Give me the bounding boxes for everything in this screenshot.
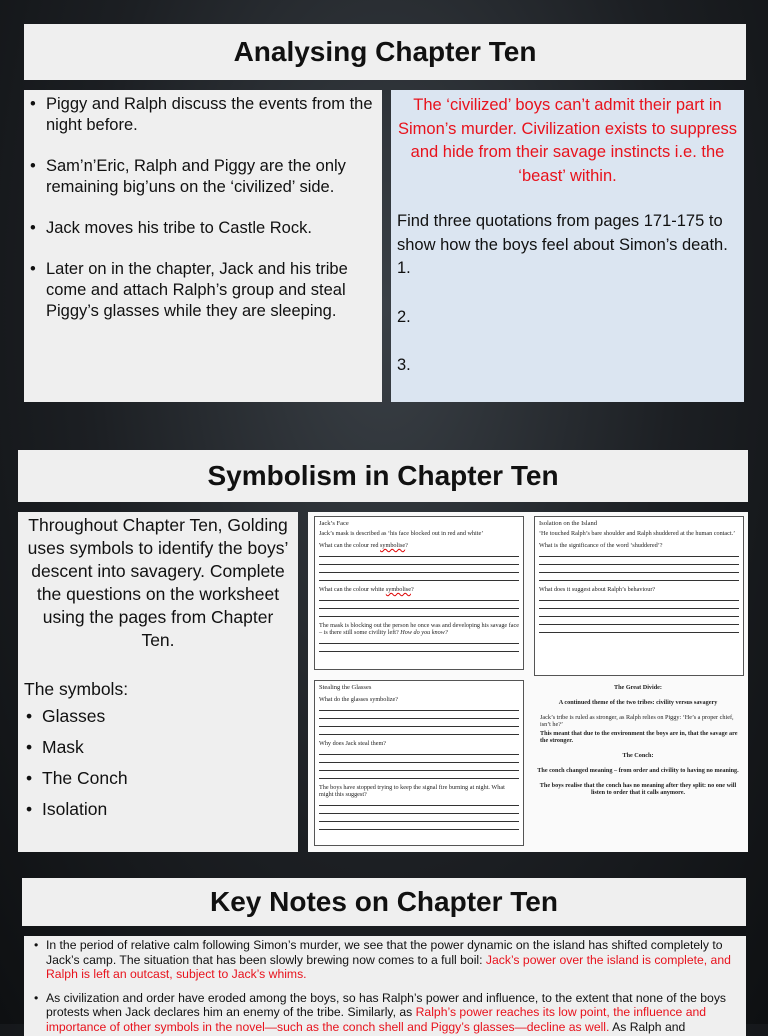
- worksheet-heading: Jack’s Face: [319, 520, 349, 527]
- symbols-heading: The symbols:: [24, 679, 129, 699]
- worksheet-question: The mask is blocking out the person he once was and developing his savage face – is there still some civility left? How do you know?: [319, 622, 520, 636]
- symbolism-intro-panel: [18, 512, 298, 852]
- slide1-bullets-panel: [24, 90, 382, 402]
- list-item: • Jack moves his tribe to Castle Rock.: [28, 218, 376, 239]
- worksheet-question: What does it suggest about Ralph’s behaviour?: [539, 586, 656, 593]
- list-item: • Glasses: [24, 701, 292, 732]
- symbolism-intro: Throughout Chapter Ten, Golding uses symbols to identify the boys’ descent into savagery. Complete the questions on the worksheet using the pages from Chapter Ten.: [27, 515, 289, 650]
- worksheet-quote: ‘He touched Ralph’s bare shoulder and Ralph shuddered at the human contact.’: [539, 530, 736, 537]
- worksheet-question: Why does Jack steal them?: [319, 740, 387, 747]
- list-item: • Piggy and Ralph discuss the events from the night before.: [28, 94, 376, 136]
- worksheet-heading: Stealing the Glasses: [319, 684, 372, 691]
- civilized-note: The ‘civilized’ boys can’t admit their part in Simon’s murder. Civilization exists to suppress and hide from their savage instincts i.e. the ‘beast’ within.: [398, 96, 737, 185]
- worksheet-question: What can the colour red symbolise?: [319, 542, 408, 549]
- slide1-task-panel: [391, 90, 744, 402]
- answer-number: 1.: [397, 259, 411, 277]
- list-item: • In the period of relative calm following Simon’s murder, we see that the power dynamic on the island has shifted completely to Jack’s camp. The situation that has been slowly brewing now comes to a full boil: Jack’s power over the island is complete, and Ralph is left an outcast, subject to Jack’s whims.: [32, 938, 738, 982]
- worksheet-heading: Isolation on the Island: [539, 520, 597, 527]
- answer-number: 3.: [397, 356, 411, 374]
- answer-number: 2.: [397, 307, 411, 326]
- list-item: • Sam’n’Eric, Ralph and Piggy are the only remaining big’uns on the ‘civilized’ side.: [28, 156, 376, 198]
- worksheet-face-box: [314, 516, 524, 670]
- worksheet-question: What is the significance of the word ‘shuddered’?: [539, 542, 663, 549]
- list-item: • Isolation: [24, 794, 292, 825]
- list-item: • Later on in the chapter, Jack and his tribe come and attach Ralph’s group and steal Piggy’s glasses while they are sleeping.: [28, 259, 376, 322]
- list-item: • Mask: [24, 732, 292, 763]
- worksheet-image: [308, 512, 748, 852]
- worksheet-glasses-box: [314, 680, 524, 846]
- slide3-title: Key Notes on Chapter Ten: [22, 878, 746, 926]
- quotation-task: Find three quotations from pages 171-175 to show how the boys feel about Simon’s death.: [397, 212, 728, 254]
- worksheet-question: The boys have stopped trying to keep the signal fire burning at night. What might this suggest?: [319, 784, 505, 798]
- list-item: • As civilization and order have eroded among the boys, so has Ralph’s power and influence, to the extent that none of the boys protests when Jack declares him an enemy of the tribe. Similarly, as Ralph’s power reaches its low point, the influence and importance of other symbols in the novel—such as the conch shell and Piggy’s glasses—decline as well. As Ralph and: [32, 991, 738, 1035]
- key-notes-panel: [24, 936, 746, 1036]
- worksheet-question: What do the glasses symbolize?: [319, 696, 399, 703]
- worksheet-question: What can the colour white symbolise?: [319, 586, 414, 593]
- slide2-title: Symbolism in Chapter Ten: [18, 450, 748, 502]
- slide1-title: Analysing Chapter Ten: [24, 24, 746, 80]
- worksheet-divide-notes: The Great Divide: A continued theme of the two tribes: civility versus savagery Jack’s tribe is ruled as stronger, as Ralph relies on Piggy: ‘He’s a proper chief, isn’t he?’ This meant that due to the environment the boys are in, that the savage are the stronger. The Conch: The conch changed meaning – from order and civility to having no meaning. The boys realise that the conch has no meaning after they split: no one will listen to order that it calls anymore.: [537, 684, 739, 796]
- worksheet-quote: Jack’s mask is described as ‘his face blocked out in red and white’: [319, 530, 484, 537]
- worksheet-isolation-box: [534, 516, 744, 676]
- list-item: • The Conch: [24, 763, 292, 794]
